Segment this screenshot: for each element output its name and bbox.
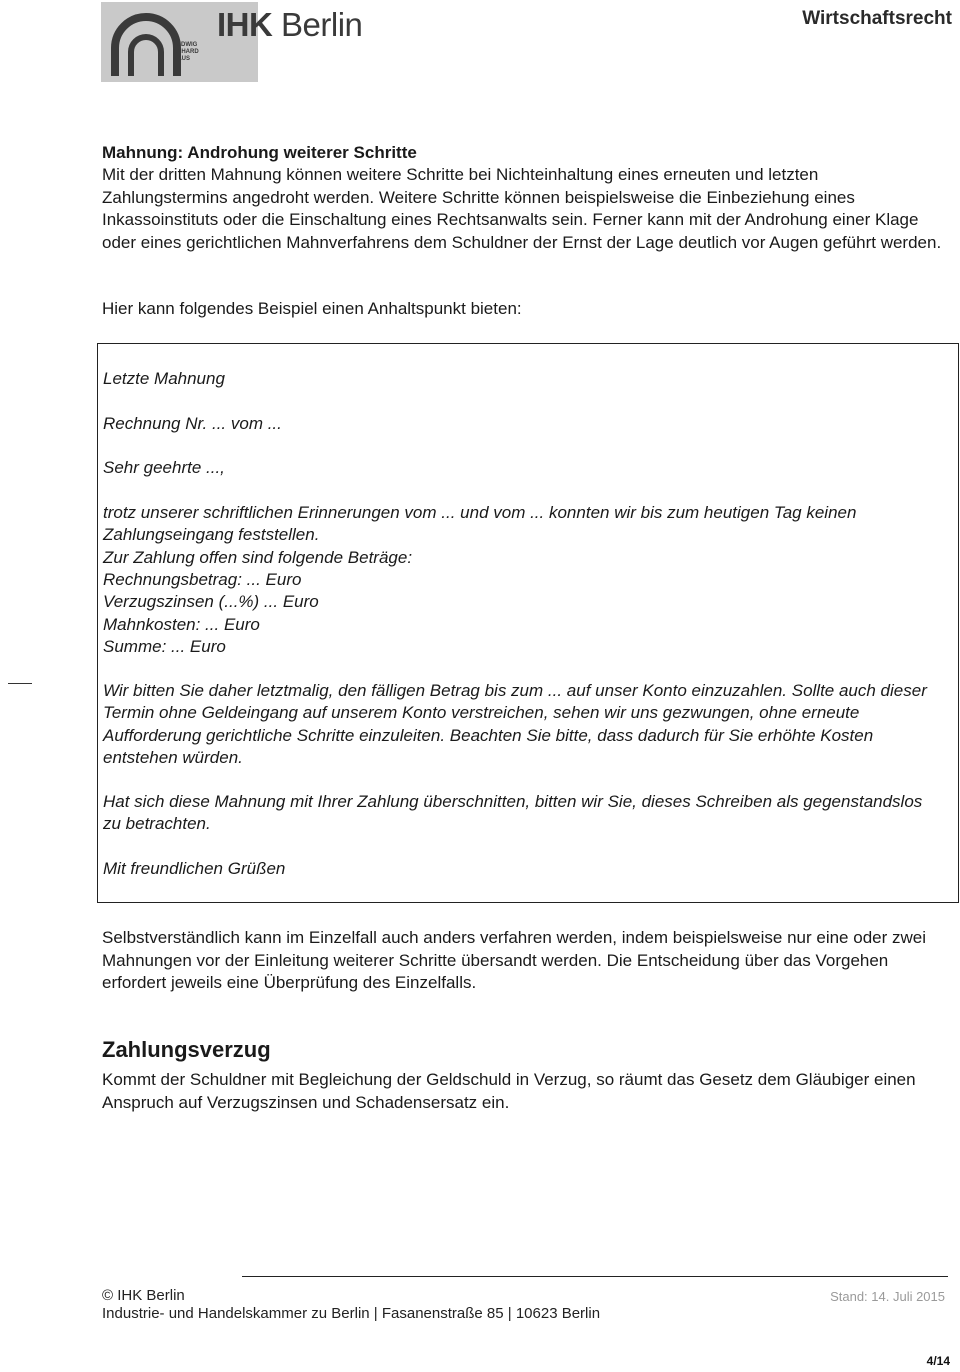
letter-example-box [97, 343, 959, 903]
footer-copyright: © IHK Berlin [102, 1287, 185, 1304]
margin-mark [8, 683, 32, 684]
letter-amount-line: Verzugszinsen (...%) ... Euro [103, 592, 319, 611]
example-intro: Hier kann folgendes Beispiel einen Anhaltspunkt bieten: [102, 299, 522, 318]
logo-subtitle: LUDWIG ERHARD HAUS [173, 42, 199, 62]
letter-closing: Mit freundlichen Grüßen [103, 859, 286, 878]
header-title: Wirtschaftsrecht [802, 8, 952, 29]
letter-title: Letzte Mahnung [103, 369, 225, 388]
logo-text-ihk: IHK [217, 6, 273, 43]
arch-logo-icon [111, 10, 181, 76]
section-paragraph-einzelfall: Selbstverständlich kann im Einzelfall auch anders verfahren werden, indem beispielsweise nur eine oder zwei Mahnungen vor der Einleitung weiterer Schritte übersandt werden. Die Entscheidung über das Vorgehen erfordert jeweils eine Überprüfung des Einzelfalls. [102, 928, 926, 992]
logo-text [217, 6, 362, 44]
logo-text-berlin: Berlin [281, 6, 363, 43]
section-paragraph-mahnung: Mit der dritten Mahnung können weitere Schritte bei Nichteinhaltung eines erneuten und letzten Zahlungstermins angedroht werden. Weitere Schritte können beispielsweise die Einbeziehung eines Inkassoinstituts oder die Einschaltung eines Rechtsanwalts sein. Ferner kann mit der Androhung einer Klage oder eines gerichtlichen Mahnverfahrens dem Schuldner der Ernst der Lage deutlich vor Augen geführt werden. [102, 165, 942, 252]
section-heading-zahlungsverzug: Zahlungsverzug [102, 1037, 271, 1062]
letter-amount-line: Rechnungsbetrag: ... Euro [103, 570, 302, 589]
section-paragraph-zahlungsverzug: Kommt der Schuldner mit Begleichung der Geldschuld in Verzug, so räumt das Gesetz dem Gläubiger einen Anspruch auf Verzugszinsen und Schadensersatz ein. [102, 1070, 916, 1112]
letter-salutation: Sehr geehrte ..., [103, 458, 225, 477]
letter-amount-line: Summe: ... Euro [103, 637, 226, 656]
letter-amount-line: Mahnkosten: ... Euro [103, 615, 260, 634]
footer-address: Industrie- und Handelskammer zu Berlin | Fasanenstraße 85 | 10623 Berlin [102, 1305, 601, 1322]
letter-body-2: Wir bitten Sie daher letztmalig, den fälligen Betrag bis zum ... auf unser Konto einzuzahlen. Sollte auch dieser Termin ohne Geldeingang auf unserem Konto verstreichen, sehen wir uns gezwungen, ohne erneute Aufforderung gerichtliche Schritte einzuleiten. Beachten Sie bitte, dass dadurch für Sie erhöhte Kosten entstehen würden. [103, 681, 927, 767]
letter-body-3: Hat sich diese Mahnung mit Ihrer Zahlung überschnitten, bitten wir Sie, dieses Schreiben als gegenstandslos zu betrachten. [103, 792, 923, 834]
footer-stand-date: Stand: 14. Juli 2015 [830, 1289, 945, 1304]
section-heading-mahnung: Mahnung: Androhung weiterer Schritte [102, 143, 417, 162]
letter-invoice: Rechnung Nr. ... vom ... [103, 414, 282, 433]
letter-body-1: trotz unserer schriftlichen Erinnerungen vom ... und vom ... konnten wir bis zum heutigen Tag keinen Zahlungseingang feststellen. [103, 503, 857, 545]
ihk-berlin-logo [101, 2, 363, 82]
page-number: 4/14 [926, 1354, 950, 1368]
letter-open-amounts: Zur Zahlung offen sind folgende Beträge: [103, 548, 413, 567]
footer-divider [242, 1276, 948, 1277]
